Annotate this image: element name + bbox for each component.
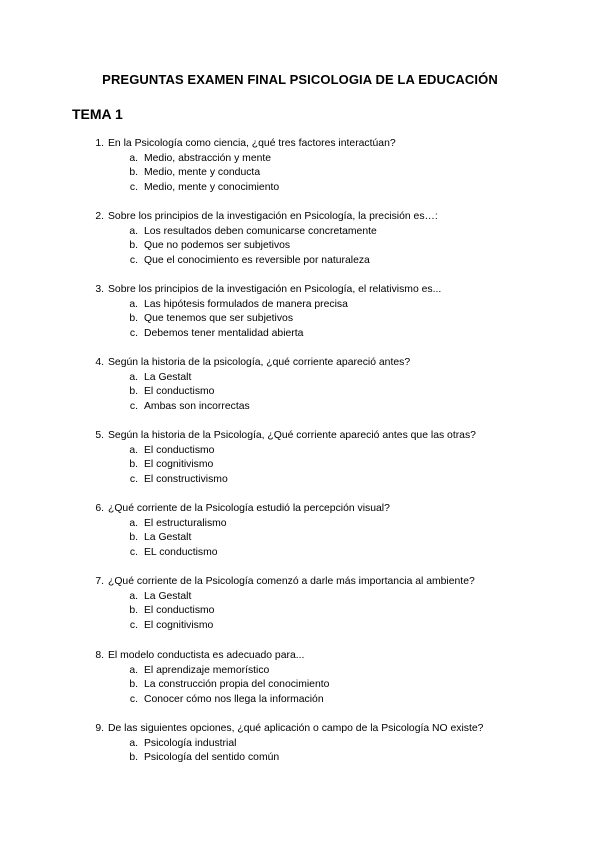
- option-letter: b.: [129, 459, 138, 471]
- option-letter: c.: [129, 473, 138, 485]
- answer-option: [0, 371, 600, 386]
- option-letter: c.: [129, 619, 138, 631]
- answer-option: [0, 546, 600, 561]
- question-number: 5.: [95, 430, 104, 441]
- answer-option: [0, 751, 600, 766]
- question-number: 2.: [95, 211, 104, 222]
- question-text: ¿Qué corriente de la Psicología comenzó a darle más importancia al ambiente?: [108, 576, 475, 587]
- question-text: ¿Qué corriente de la Psicología estudió la percepción visual?: [108, 503, 390, 514]
- option-letter: b.: [129, 240, 138, 252]
- question-9: [0, 722, 600, 766]
- answer-option: [0, 604, 600, 619]
- question-text: En la Psicología como ciencia, ¿qué tres factores interactúan?: [108, 138, 396, 149]
- answer-option: [0, 312, 600, 327]
- option-letter: b.: [129, 386, 138, 398]
- answer-option: [0, 678, 600, 693]
- option-letter: a.: [129, 590, 138, 602]
- option-letter: b.: [129, 532, 138, 544]
- option-text: El constructivismo: [144, 473, 228, 485]
- question-row: [0, 722, 600, 737]
- option-letter: a.: [129, 225, 138, 237]
- option-text: El conductismo: [144, 386, 215, 398]
- question-number: 9.: [95, 723, 104, 734]
- option-letter: a.: [129, 664, 138, 676]
- answer-option: [0, 664, 600, 679]
- answer-option: [0, 473, 600, 488]
- option-letter: b.: [129, 679, 138, 691]
- option-text: Ambas son incorrectas: [144, 400, 250, 412]
- question-5: [0, 429, 600, 487]
- option-letter: a.: [129, 298, 138, 310]
- option-text: Medio, mente y conducta: [144, 167, 261, 179]
- question-row: [0, 575, 600, 590]
- answer-option: [0, 531, 600, 546]
- question-text: Sobre los principios de la investigación en Psicología, la precisión es…:: [108, 211, 438, 222]
- option-letter: a.: [129, 152, 138, 164]
- question-row: [0, 502, 600, 517]
- option-letter: b.: [129, 605, 138, 617]
- question-6: [0, 502, 600, 560]
- option-letter: a.: [129, 737, 138, 749]
- answer-option: [0, 385, 600, 400]
- answer-option: [0, 298, 600, 313]
- option-letter: c.: [129, 546, 138, 558]
- question-row: [0, 429, 600, 444]
- answer-option: [0, 400, 600, 415]
- option-text: Medio, mente y conocimiento: [144, 181, 280, 193]
- question-number: 3.: [95, 284, 104, 295]
- option-text: Medio, abstracción y mente: [144, 152, 272, 164]
- answer-option: [0, 737, 600, 752]
- option-text: Que no podemos ser subjetivos: [144, 240, 291, 252]
- question-number: 6.: [95, 503, 104, 514]
- option-text: El estructuralismo: [144, 517, 227, 529]
- question-number: 7.: [95, 576, 104, 587]
- option-letter: c.: [129, 400, 138, 412]
- option-text: El conductismo: [144, 605, 215, 617]
- option-text: Psicología del sentido común: [144, 752, 280, 764]
- option-letter: c.: [129, 181, 138, 193]
- question-2: [0, 210, 600, 268]
- answer-option: [0, 225, 600, 240]
- answer-option: [0, 517, 600, 532]
- option-text: El aprendizaje memorístico: [144, 664, 270, 676]
- option-text: Psicología industrial: [144, 737, 237, 749]
- option-text: EL conductismo: [144, 546, 218, 558]
- question-row: [0, 356, 600, 371]
- question-row: [0, 649, 600, 664]
- option-letter: b.: [129, 313, 138, 325]
- answer-option: [0, 181, 600, 196]
- option-text: Debemos tener mentalidad abierta: [144, 327, 304, 339]
- answer-option: [0, 152, 600, 167]
- option-letter: c.: [129, 254, 138, 266]
- option-text: La Gestalt: [144, 371, 192, 383]
- option-text: Que tenemos que ser subjetivos: [144, 313, 294, 325]
- option-letter: a.: [129, 517, 138, 529]
- question-text: Según la historia de la psicología, ¿qué corriente apareció antes?: [108, 357, 411, 368]
- question-4: [0, 356, 600, 414]
- option-text: El cognitivismo: [144, 459, 214, 471]
- section-title: TEMA 1: [72, 106, 123, 122]
- answer-option: [0, 619, 600, 634]
- question-text: El modelo conductista es adecuado para...: [108, 650, 305, 661]
- answer-option: [0, 327, 600, 342]
- option-letter: c.: [129, 693, 138, 705]
- question-text: Sobre los principios de la investigación en Psicología, el relativismo es...: [108, 284, 442, 295]
- question-number: 4.: [95, 357, 104, 368]
- question-8: [0, 649, 600, 707]
- answer-option: [0, 458, 600, 473]
- option-letter: c.: [129, 327, 138, 339]
- answer-option: [0, 590, 600, 605]
- question-number: 1.: [95, 138, 104, 149]
- question-text: De las siguientes opciones, ¿qué aplicación o campo de la Psicología NO existe?: [108, 723, 484, 734]
- option-text: Los resultados deben comunicarse concretamente: [144, 225, 377, 237]
- option-text: El cognitivismo: [144, 619, 214, 631]
- option-text: La Gestalt: [144, 590, 192, 602]
- answer-option: [0, 166, 600, 181]
- answer-option: [0, 254, 600, 269]
- document-title: PREGUNTAS EXAMEN FINAL PSICOLOGIA DE LA EDUCACIÓN: [102, 72, 498, 87]
- option-text: El conductismo: [144, 444, 215, 456]
- option-text: La construcción propia del conocimiento: [144, 679, 330, 691]
- question-text: Según la historia de la Psicología, ¿Qué corriente apareció antes que las otras?: [108, 430, 476, 441]
- option-letter: a.: [129, 371, 138, 383]
- question-row: [0, 210, 600, 225]
- option-letter: a.: [129, 444, 138, 456]
- option-text: Que el conocimiento es reversible por naturaleza: [144, 254, 370, 266]
- answer-option: [0, 444, 600, 459]
- option-letter: b.: [129, 752, 138, 764]
- answer-option: [0, 239, 600, 254]
- question-row: [0, 283, 600, 298]
- question-1: [0, 137, 600, 195]
- question-row: [0, 137, 600, 152]
- question-number: 8.: [95, 650, 104, 661]
- option-letter: b.: [129, 167, 138, 179]
- question-3: [0, 283, 600, 341]
- option-text: Las hipótesis formulados de manera precisa: [144, 298, 348, 310]
- answer-option: [0, 693, 600, 708]
- option-text: La Gestalt: [144, 532, 192, 544]
- question-7: [0, 575, 600, 633]
- option-text: Conocer cómo nos llega la información: [144, 693, 324, 705]
